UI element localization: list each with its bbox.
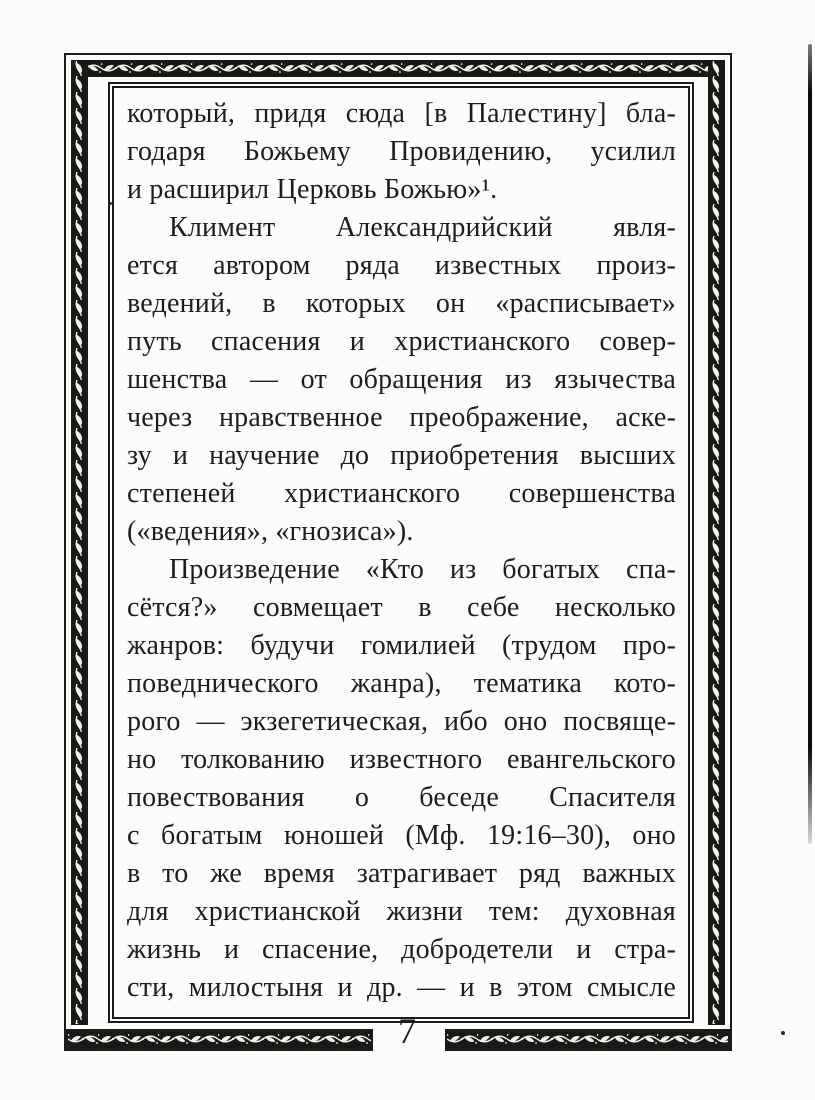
text-line: Произведение «Кто из богатых спа-	[169, 554, 676, 585]
text-line: путь спасения и христианского совер-	[127, 326, 676, 357]
text-line: ется автором ряда известных произ-	[127, 250, 676, 281]
text-line: степеней христианского совершенства	[127, 478, 676, 509]
text-line: шенства — от обращения из язычества	[127, 364, 676, 395]
text-line: через нравственное преображение, аске-	[127, 402, 676, 433]
text-line: Климент Александрийский явля-	[169, 212, 676, 243]
scan-speck	[781, 1031, 785, 1035]
ornament-band-bottom-right	[445, 1029, 730, 1051]
ornamental-border-frame	[64, 53, 732, 1051]
ornament-band-right	[708, 60, 725, 1025]
text-line: повествования о беседе Спасителя	[127, 782, 676, 813]
text-line: и расширил Церковь Божью»¹.	[127, 174, 498, 205]
text-line: но толкованию известного евангельского	[127, 744, 676, 775]
text-frame	[108, 82, 694, 1023]
ornament-band-left	[71, 60, 88, 1025]
frame-bottom-rail-right	[730, 1025, 732, 1051]
text-line: ведений, в которых он «расписывает»	[127, 288, 676, 319]
text-line: поведнического жанра), тематика кото-	[127, 668, 676, 699]
ornament-band-bottom-left	[66, 1029, 373, 1051]
text-line: в то же время затрагивает ряд важных	[127, 858, 676, 889]
text-line: который, придя сюда [в Палестину] бла-	[127, 98, 676, 129]
text-line: рого — экзегетическая, ибо оно посвяще-	[127, 706, 676, 737]
text-line: жанров: будучи гомилией (трудом про-	[127, 630, 676, 661]
scan-speck	[109, 202, 112, 205]
text-line: жизнь и спасение, добродетели и стра-	[127, 934, 676, 965]
text-line: с богатым юношей (Мф. 19:16–30), оно	[127, 820, 676, 851]
text-line: сти, милостыня и др. — и в этом смысле	[127, 972, 676, 1003]
text-line: («ведения», «гнозиса»).	[127, 516, 414, 547]
text-line: сётся?» совмещает в себе несколько	[127, 592, 676, 623]
page-number: 7	[398, 1011, 416, 1051]
text-line: зу и научение до приобретения высших	[127, 440, 676, 471]
text-line: годаря Божьему Провидению, усилил	[127, 136, 676, 167]
text-line: для христианской жизни тем: духовная	[127, 896, 676, 927]
scan-edge-artifact	[808, 44, 812, 844]
page-text	[114, 88, 688, 1017]
frame-bottom-rail-left	[64, 1025, 66, 1051]
ornament-band-top	[71, 60, 725, 77]
